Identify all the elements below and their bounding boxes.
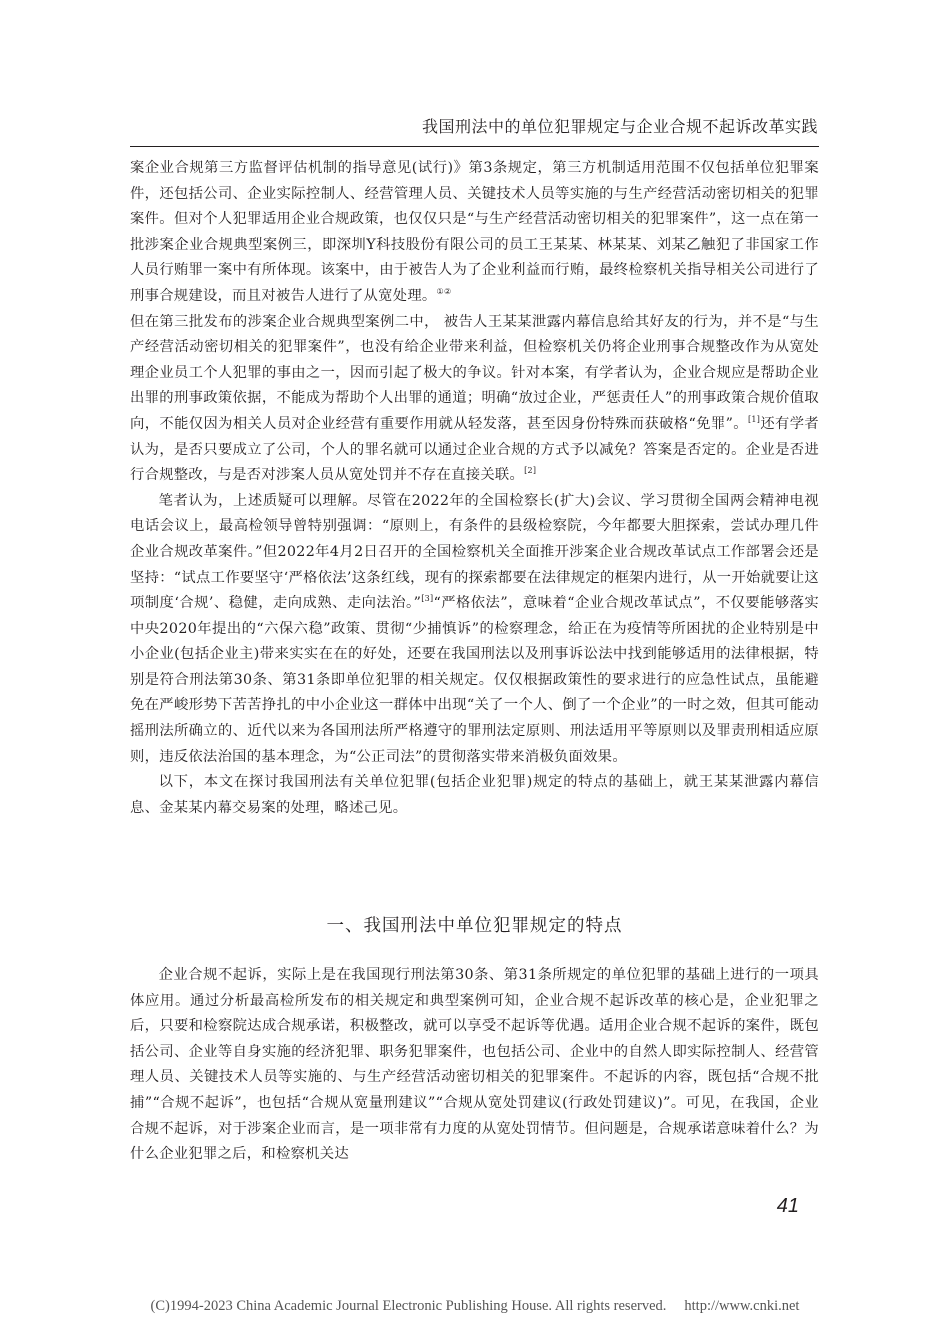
- footer-url[interactable]: http://www.cnki.net: [684, 1298, 800, 1314]
- page-number: 41: [776, 1195, 799, 1217]
- header-divider: [130, 146, 819, 147]
- footnote-ref[interactable]: ①②: [436, 287, 452, 297]
- paragraph-continuation: 案企业合规第三方监督评估机制的指导意见(试行)》第3条规定，第三方机制适用范围不仅包括单位犯罪案件，还包括公司、企业实际控制人、经营管理人员、关键技术人员等实施的与生产经营活动密切相关的犯罪案件。但对个人犯罪适用企业合规政策，也仅仅只是“与生产经营活动密切相关的犯罪案件”，这一点在第一批涉案企业合规典型案例三，即深圳Y科技股份有限公司的员工王某某、林某某、刘某乙触犯了非国家工作人员行贿罪一案中有所体现。该案中，由于被告人为了企业利益而行贿，最终检察机关指导相关公司进行了刑事合规建设，而且对被告人进行了从宽处理。①②: [130, 160, 819, 304]
- paragraph: 笔者认为，上述质疑可以理解。尽管在2022年的全国检察长(扩大)会议、学习贯彻全国两会精神电视电话会议上，最高检领导曾特别强调：“原则上，有条件的县级检察院，今年都要大胆探索，尝试办理几件企业合规改革案件。”但2022年4月2日召开的全国检察机关全面推开涉案企业合规改革试点工作部署会还是坚持：“试点工作要坚守‘严格依法’这条红线，现有的探索都要在法律规定的框架内进行，从一开始就要让这项制度‘合规’、稳健，走向成熟、走向法治。”[3]“严格依法”，意味着“企业合规改革试点”，不仅要能够落实中央2020年提出的“六保六稳”政策、贯彻“少捕慎诉”的检察理念，给正在为疫情等所困扰的企业特别是中小企业(包括企业主)带来实实在在的好处，还要在我国刑法以及刑事诉讼法中找到能够适用的法律根据，特别是符合刑法第30条、第31条即单位犯罪的相关规定。仅仅根据政策性的要求进行的应急性试点，虽能避免在严峻形势下苦苦挣扎的中小企业这一群体中出现“关了一个人、倒了一个企业”的一时之效，但其可能动摇刑法所确立的、近代以来为各国刑法所严格遵守的罪刑法定原则、刑法适用平等原则以及罪责刑相适应原则，违反依法治国的基本理念，为“公正司法”的贯彻落实带来消极负面效果。: [130, 492, 819, 765]
- citation-ref[interactable]: [1]: [747, 415, 761, 425]
- citation-ref[interactable]: [2]: [524, 466, 537, 476]
- paragraph: 但在第三批发布的涉案企业合规典型案例二中， 被告人王某某泄露内幕信息给其好友的行为，并不是“与生产经营活动密切相关的犯罪案件”，也没有给企业带来利益，但检察机关仍将企业刑事合规整改作为从宽处理企业员工个人犯罪的事由之一，因而引起了极大的争议。针对本案，有学者认为，企业合规应是帮助企业出罪的刑事政策依据，不能成为帮助个人出罪的通道；明确“放过企业，严惩责任人”的刑事政策合规价值取向，不能仅因为相关人员对企业经营有重要作用就从轻发落，甚至因身份特殊而获破格“免罪”。[1]还有学者认为，是否只要成立了公司，个人的罪名就可以通过企业合规的方式予以减免？答案是否定的。企业是否进行合规整改，与是否对涉案人员从宽处罚并不存在直接关联。[2]: [130, 313, 820, 484]
- copyright-notice: (C)1994-2023 China Academic Journal Electronic Publishing House. All rights reserved.: [150, 1298, 667, 1314]
- section-heading: 一、我国刑法中单位犯罪规定的特点: [326, 916, 623, 936]
- citation-ref[interactable]: [3]: [421, 594, 434, 604]
- paragraph: 以下，本文在探讨我国刑法有关单位犯罪(包括企业犯罪)规定的特点的基础上，就王某某泄露内幕信息、金某某内幕交易案的处理，略述己见。: [130, 774, 819, 816]
- body-text: [130, 156, 819, 821]
- footer: [0, 1298, 950, 1315]
- section-body-text: [130, 963, 819, 1168]
- running-header-title: 我国刑法中的单位犯罪规定与企业合规不起诉改革实践: [421, 117, 818, 136]
- paragraph: 企业合规不起诉，实际上是在我国现行刑法第30条、第31条所规定的单位犯罪的基础上进行的一项具体应用。通过分析最高检所发布的相关规定和典型案例可知，企业合规不起诉改革的核心是，企业犯罪之后，只要和检察院达成合规承诺，积极整改，就可以享受不起诉等优遇。适用企业合规不起诉的案件，既包括公司、企业等自身实施的经济犯罪、职务犯罪案件，也包括公司、企业中的自然人即实际控制人、经营管理人员、关键技术人员等实施的、与生产经营活动密切相关的犯罪案件。不起诉的内容，既包括“合规不批捕”“合规不起诉”，也包括“合规从宽量刑建议”“合规从宽处罚建议(行政处罚建议)”。可见，在我国，企业合规不起诉，对于涉案企业而言，是一项非常有力度的从宽处罚情节。但问题是，合规承诺意味着什么？为什么企业犯罪之后，和检察机关达: [130, 967, 819, 1163]
